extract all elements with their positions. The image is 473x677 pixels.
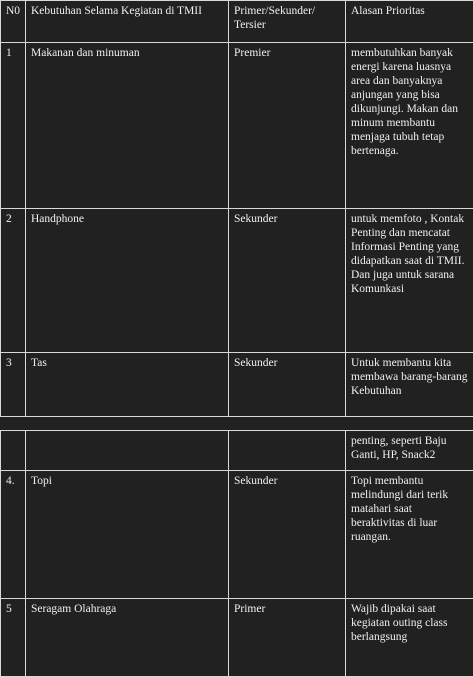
table-row (1, 353, 473, 417)
row-need: Topi (26, 471, 229, 599)
table-row (1, 471, 473, 599)
row-priority (229, 431, 346, 471)
row-need: Handphone (26, 209, 229, 353)
table-row (1, 43, 473, 209)
header-no: N0 (1, 1, 26, 43)
row-need (26, 431, 229, 471)
row-reason: penting, seperti Baju Ganti, HP, Snack2 (346, 431, 473, 471)
header-need: Kebutuhan Selama Kegiatan di TMII (26, 1, 229, 43)
row-need: Seragam Olahraga (26, 599, 229, 677)
page-break (0, 417, 473, 430)
row-need: Makanan dan minuman (26, 43, 229, 209)
row-reason: Topi membantu melindungi dari terik matahari saat beraktivitas di luar ruangan. (346, 471, 473, 599)
row-priority: Primer (229, 599, 346, 677)
table-row (1, 209, 473, 353)
table-row (1, 599, 473, 677)
row-no (1, 431, 26, 471)
row-priority: Sekunder (229, 353, 346, 417)
row-reason: Wajib dipakai saat kegiatan outing class berlangsung (346, 599, 473, 677)
row-priority: Premier (229, 43, 346, 209)
row-reason: Untuk membantu kita membawa barang-barang Kebutuhan (346, 353, 473, 417)
row-reason: membutuhkan banyak energi karena luasnya area dan banyaknya anjungan yang bisa dikunjungi. Makan dan minum membantu menjaga tubuh tetap bertenaga. (346, 43, 473, 209)
table-row (1, 431, 473, 471)
row-priority: Sekunder (229, 209, 346, 353)
table-header-row (1, 1, 473, 43)
row-no: 1 (1, 43, 26, 209)
row-no: 4. (1, 471, 26, 599)
row-priority: Sekunder (229, 471, 346, 599)
header-reason: Alasan Prioritas (346, 1, 473, 43)
row-need: Tas (26, 353, 229, 417)
row-reason: untuk memfoto , Kontak Penting dan mencatat Informasi Penting yang didapatkan saat di TMII. Dan juga untuk sarana Komunkasi (346, 209, 473, 353)
needs-table-part-2 (0, 430, 473, 677)
row-no: 5 (1, 599, 26, 677)
row-no: 2 (1, 209, 26, 353)
header-priority: Primer/Sekunder/ Tersier (229, 1, 346, 43)
row-no: 3 (1, 353, 26, 417)
